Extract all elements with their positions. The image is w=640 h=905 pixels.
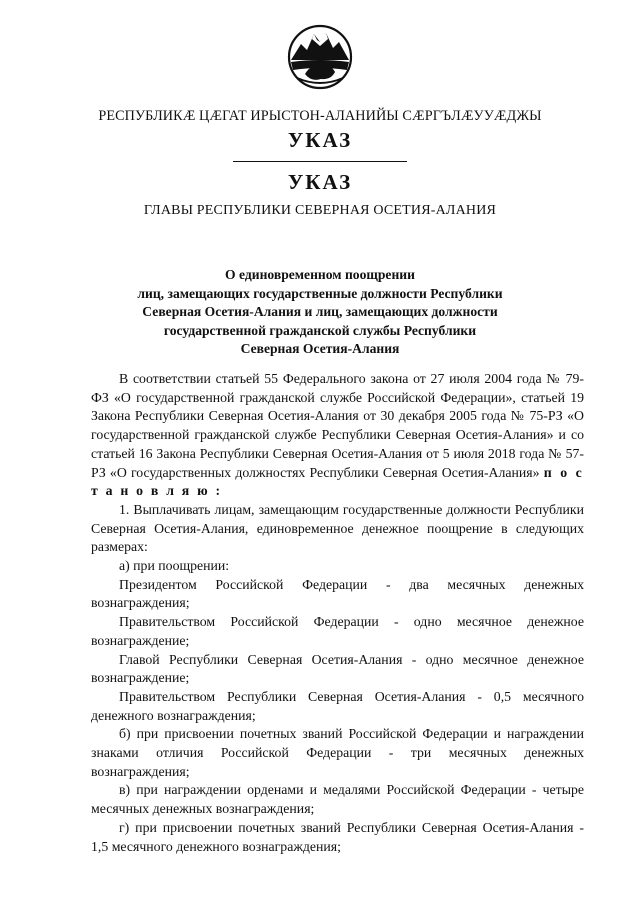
decree-title-line: государственной гражданской службы Республики <box>163 322 477 338</box>
decree-title-line: Северная Осетия-Алания и лиц, замещающих должности <box>142 304 498 320</box>
item-1-paragraph: 1. Выплачивать лицам, замещающим государственные должности Республики Северная Осетия-Алания, единовременное денежное поощрение в следующих размерах: <box>91 501 584 555</box>
ukaz-heading-russian: УКАЗ <box>287 170 353 194</box>
item-g-paragraph: г) при присвоении почетных званий Республики Северная Осетия-Алания - 1,5 месячного денежного вознаграждения; <box>91 819 584 854</box>
decree-title-line: О единовременном поощрении <box>225 267 415 282</box>
item-a-paragraph: а) при поощрении: <box>119 558 230 574</box>
decree-title-line: лиц, замещающих государственные должности Республики <box>137 285 503 301</box>
ukaz-heading-ossetian: УКАЗ <box>287 128 353 152</box>
resolution-word: п о с т а н о в л я ю : <box>91 464 584 499</box>
decree-title <box>100 266 540 359</box>
item-a1-paragraph: Президентом Российской Федерации - два месячных денежных вознаграждения; <box>91 576 584 611</box>
preamble-text: В соответствии статьей 55 Федерального закона от 27 июля 2004 года № 79-ФЗ «О государственной гражданской службе Российской Федерации», статьей 19 Закона Республики Северная Осетия-Алания от 30 декабря 2005 года № 75-РЗ «О государственной гражданской службе Республики Северная Осетия-Алания» и со статьей 16 Закона Республики Северная Осетия-Алания от 5 июля 2018 года № 57-РЗ «О государственных должностях Республики Северная Осетия-Алания» <box>91 371 584 480</box>
decree-title-line: Северная Осетия-Алания <box>240 341 400 357</box>
item-a3-paragraph: Главой Республики Северная Осетия-Алания - одно месячное денежное вознаграждение; <box>91 651 584 686</box>
item-b-paragraph: б) при присвоении почетных званий Российской Федерации и награждении знаками отличия Российской Федерации - три месячных денежных вознаграждения; <box>91 726 584 779</box>
header-russian-title: ГЛАВЫ РЕСПУБЛИКИ СЕВЕРНАЯ ОСЕТИЯ-АЛАНИЯ <box>143 203 497 218</box>
item-a2-paragraph: Правительством Российской Федерации - одно месячное денежное вознаграждение; <box>91 614 584 648</box>
coat-of-arms-icon <box>287 24 353 90</box>
item-a4-paragraph: Правительством Республики Северная Осетия-Алания - 0,5 месячного денежного вознаграждения; <box>91 688 584 723</box>
decree-body <box>91 370 584 856</box>
preamble-paragraph <box>91 370 584 501</box>
item-v-paragraph: в) при награждении орденами и медалями Российской Федерации - четыре месячных денежных вознаграждения; <box>91 782 584 817</box>
header-divider <box>233 161 407 162</box>
header-ossetian-title: РЕСПУБЛИКӔ ЦӔГАТ ИРЫСТОН-АЛАНИЙЫ СӔРГЪЛӔУУӔДЖЫ <box>98 108 542 124</box>
